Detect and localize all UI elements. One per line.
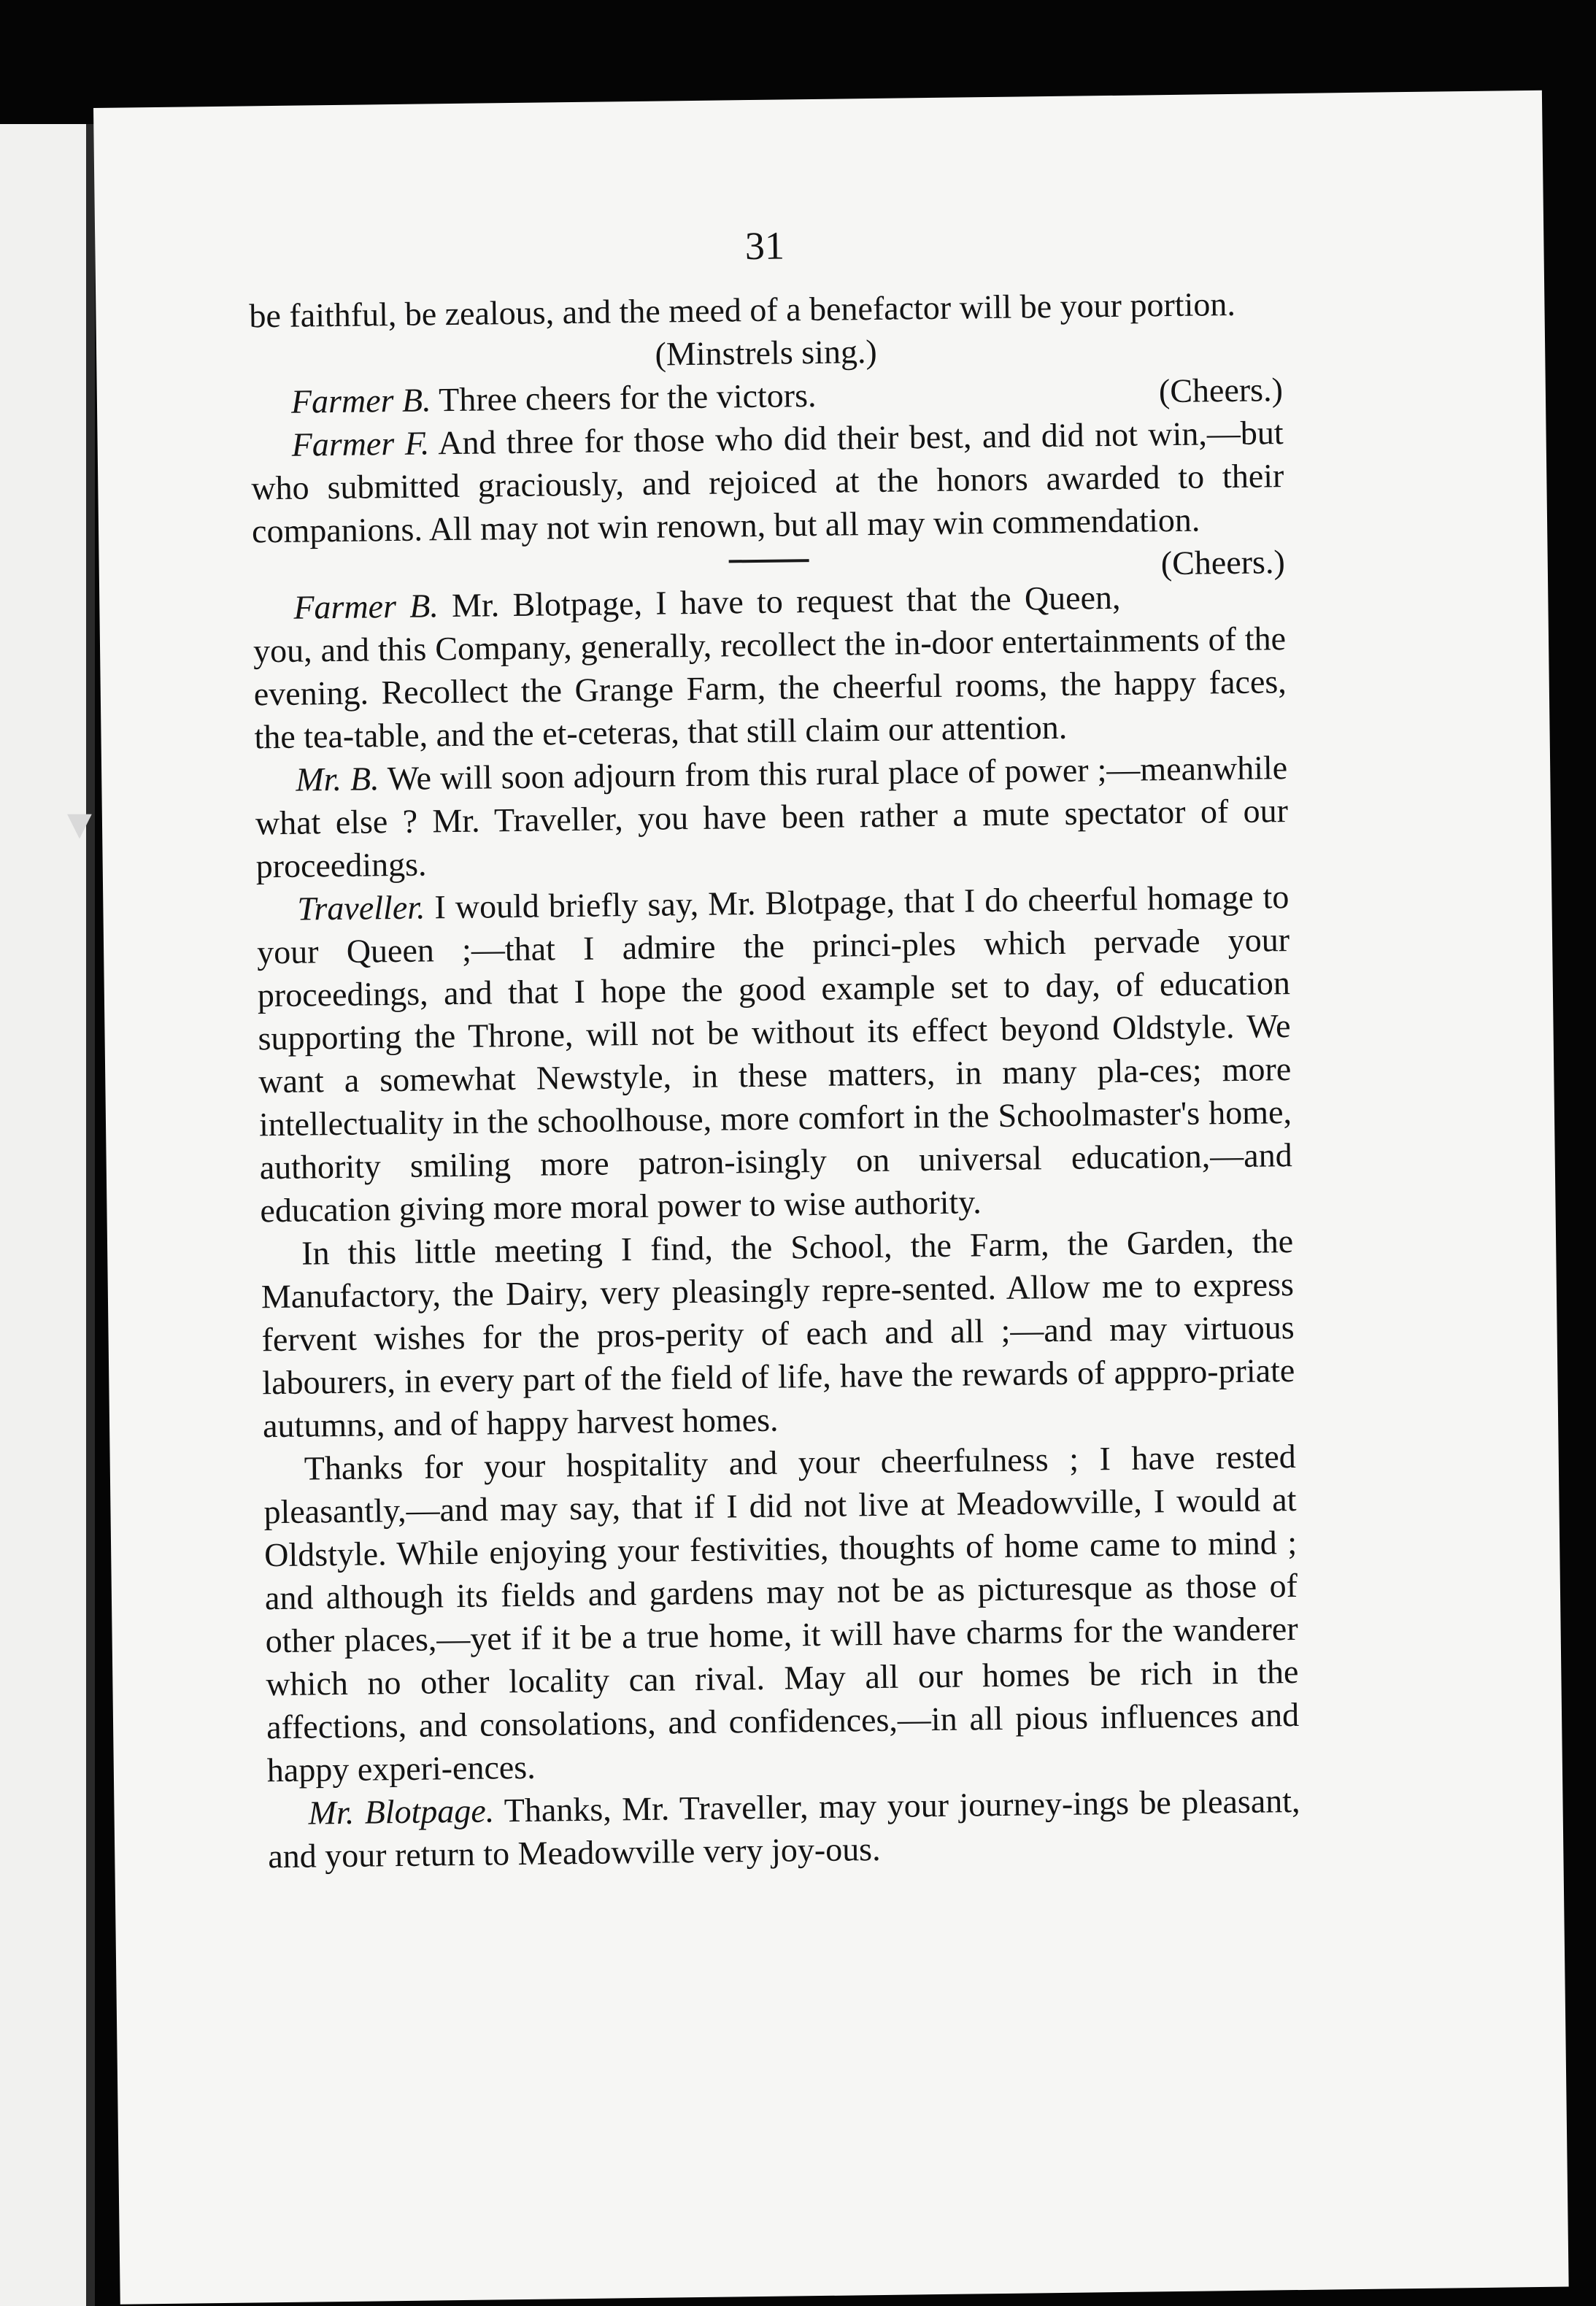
margin-mark: ▼	[67, 806, 92, 843]
speaker-name: Farmer B.	[290, 381, 431, 420]
paragraph-text: Thanks, Mr. Traveller, may your journey-ings be pleasant, and your return to Meadowville very joy-ous.	[267, 1781, 1300, 1875]
book-page	[93, 90, 1569, 2305]
paragraph	[250, 411, 1286, 582]
paragraph	[261, 1219, 1295, 1447]
paragraph	[252, 574, 1287, 758]
paragraph-text: And three for those who did their best, and did not win,—but who submitted graciously, and rejoiced at the honors awarded to their companions. All may not win renown, but all may win commendation.	[251, 414, 1284, 550]
paragraph-text: Thanks for your hospitality and your cheerfulness ; I have rested pleasantly,—and may say, that if I did not live at Meadowville, I would at Oldstyle. While enjoying your festivities, thoughts of home came to mind ; and although its fields and gardens may not be as picturesque as those of other places,—yet if it be a true home, it will have charms for the wanderer which no other locality can rival. May all our homes be rich in the affections, and consolations, and confidences,—in all pious influences and happy experi-ences.	[263, 1438, 1300, 1789]
page-gutter	[86, 124, 95, 2306]
facing-page	[0, 124, 93, 2306]
speaker-name: Mr. Blotpage.	[308, 1792, 495, 1832]
speaker-name: Farmer B.	[293, 587, 439, 626]
section-divider	[728, 559, 809, 563]
paragraph	[267, 1779, 1300, 1878]
stage-direction: (Minstrels sing.)	[655, 332, 878, 373]
stage-direction: (Cheers.)	[1160, 543, 1286, 582]
paragraph-text: We will soon adjourn from this rural place of power ;—meanwhile what else ? Mr. Traveller, you have been rather a mute spectator of our proceedings.	[255, 749, 1289, 885]
speaker-name: Mr. B.	[295, 760, 379, 798]
page-text	[248, 217, 1300, 1878]
paragraph	[255, 746, 1289, 887]
paragraph	[263, 1435, 1300, 1792]
paragraph-text: Three cheers for the victors.	[438, 376, 817, 419]
page-number: 31	[744, 223, 785, 269]
paragraph-text: I would briefly say, Mr. Blotpage, that I do cheerful homage to your Queen ;—that I admire the princi-ples which pervade your proceedings, and that I hope the good example set to day, of education supporting the Throne, will not be without its effect beyond Oldstyle. We want a somewhat Newstyle, in these matters, in many pla-ces; more intellectuality in the schoolhouse, more comfort in the Schoolmaster's home, authority smiling more patron-isingly on universal education,—and education giving more moral power to wise authority.	[256, 878, 1292, 1230]
paragraph-text: be faithful, be zealous, and the meed of a benefactor will be your portion.	[249, 285, 1236, 335]
stage-direction: (Cheers.)	[1158, 371, 1284, 410]
paragraph	[249, 282, 1282, 380]
paragraph-text: Mr. Blotpage, I have to request that the Queen, you, and this Company, generally, recollect the in-door entertainments of the evening. Recollect the Grange Farm, the cheerful rooms, the happy faces, the tea-table, and the et-ceteras, that still claim our attention.	[252, 578, 1287, 756]
speaker-name: Farmer F.	[291, 424, 430, 463]
speaker-name: Traveller.	[297, 888, 425, 928]
paragraph-text: In this little meeting I find, the School, the Farm, the Garden, the Manufactory, the Dairy, very pleasingly repre-sented. Allow me to express fervent wishes for the pros-perity of each and all ;—and may virtuous labourers, in every part of the field of life, have the rewards of apppro-priate autumns, and of happy harvest homes.	[261, 1222, 1295, 1445]
paragraph	[256, 875, 1293, 1232]
